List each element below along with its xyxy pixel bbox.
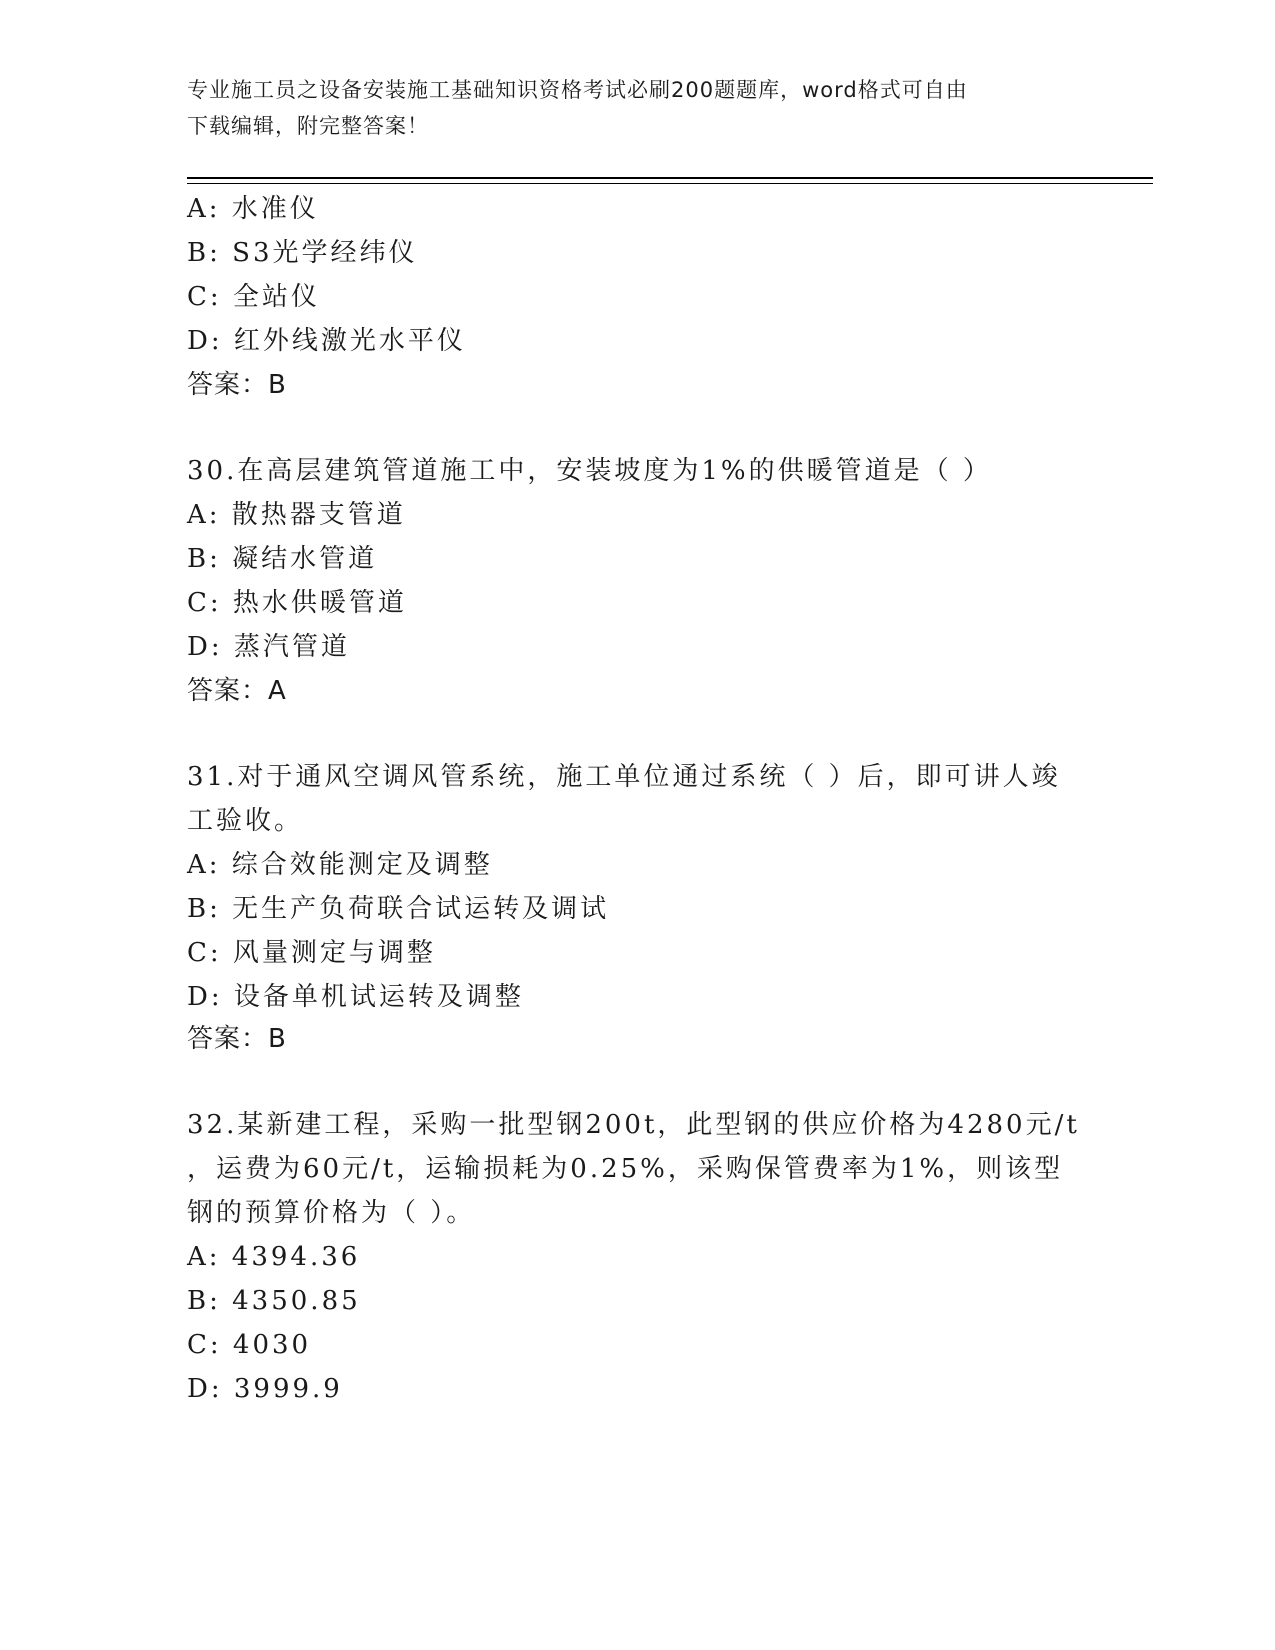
q31-option-d: D: 设备单机试运转及调整 (187, 982, 524, 1012)
q32-stem-line-3: 钢的预算价格为（ ）。 (187, 1198, 476, 1228)
q30-option-b: B: 凝结水管道 (187, 544, 378, 574)
header-title-line-2: 下载编辑，附完整答案！ (187, 114, 429, 138)
q31-stem-line-2: 工验收。 (187, 806, 304, 836)
q31-option-b: B: 无生产负荷联合试运转及调试 (187, 894, 610, 924)
q32-option-b: B: 4350.85 (187, 1286, 361, 1316)
q29-option-b: B: S3光学经纬仪 (187, 238, 418, 268)
q31-option-c: C: 风量测定与调整 (187, 938, 436, 968)
q31-option-a: A: 综合效能测定及调整 (187, 850, 493, 880)
q29-option-d: D: 红外线激光水平仪 (187, 326, 466, 356)
q30-answer: 答案：A (187, 676, 287, 706)
q32-option-a: A: 4394.36 (187, 1242, 361, 1272)
header-divider-thin (187, 183, 1153, 184)
q32-option-c: C: 4030 (187, 1330, 312, 1360)
q30-stem: 30.在高层建筑管道施工中，安装坡度为1%的供暖管道是（ ） (187, 456, 992, 486)
q31-answer: 答案：B (187, 1024, 287, 1054)
q29-option-a: A: 水准仪 (187, 194, 319, 224)
q30-option-a: A: 散热器支管道 (187, 500, 406, 530)
q32-option-d: D: 3999.9 (187, 1374, 343, 1404)
document-header (187, 72, 1067, 144)
q30-option-c: C: 热水供暖管道 (187, 588, 407, 618)
q29-option-c: C: 全站仪 (187, 282, 320, 312)
header-divider-thick (187, 177, 1153, 179)
q30-option-d: D: 蒸汽管道 (187, 632, 350, 662)
header-title-line-1: 专业施工员之设备安装施工基础知识资格考试必刷200题题库，word格式可自由 (187, 78, 968, 102)
q29-answer: 答案：B (187, 370, 287, 400)
q32-stem-line-2: ，运费为60元/t，运输损耗为0.25%，采购保管费率为1%，则该型 (187, 1154, 1064, 1184)
q31-stem-line-1: 31.对于通风空调风管系统，施工单位通过系统（ ）后，即可讲人竣 (187, 762, 1061, 792)
q32-stem-line-1: 32.某新建工程，采购一批型钢200t，此型钢的供应价格为4280元/t (187, 1110, 1080, 1140)
